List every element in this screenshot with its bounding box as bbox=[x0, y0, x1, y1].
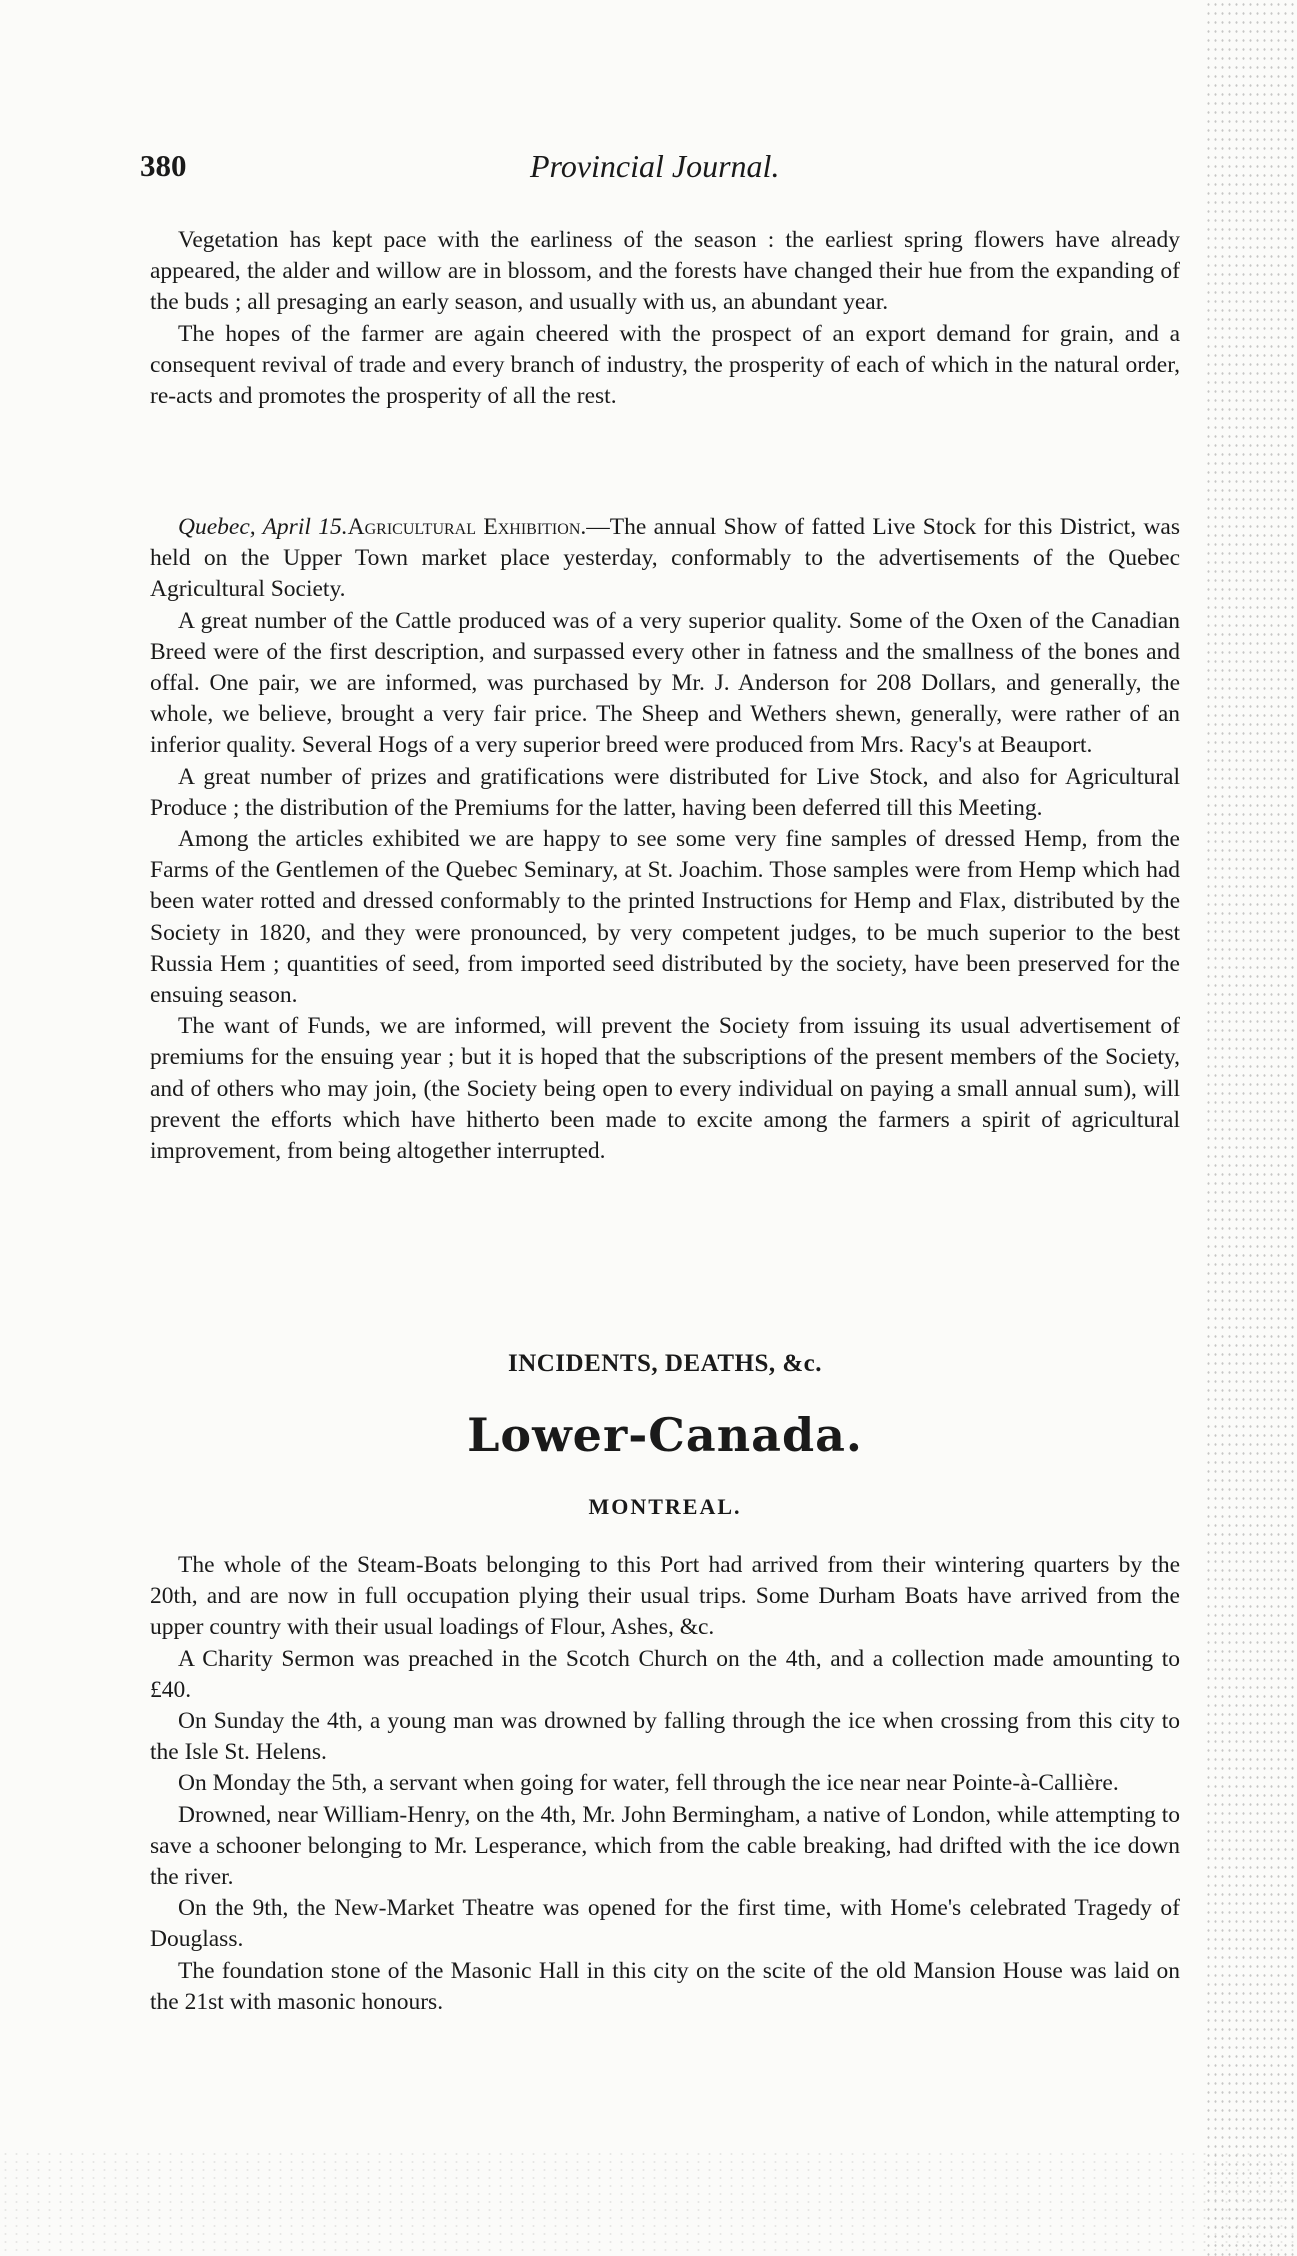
dateline: Quebec, April 15. bbox=[178, 514, 348, 540]
paragraph: The whole of the Steam-Boats belonging to this Port had arrived from their wintering quarters by the 20th, and are now in full occupation plying their usual trips. Some Durham Boats have arrived from the upper country with their usual loadings of Flour, Ashes, &c. bbox=[150, 1552, 1180, 1641]
incidents-heading: INCIDENTS, DEATHS, &c. bbox=[507, 1350, 823, 1377]
paragraph: On Sunday the 4th, a young man was drowned by falling through the ice when crossing from this city to the Isle St. Helens. bbox=[150, 1708, 1180, 1766]
running-title: Provincial Journal. bbox=[530, 148, 780, 184]
section-vegetation bbox=[150, 225, 1180, 412]
page-bottom-speckle bbox=[0, 2150, 1297, 2256]
lead-text: —The annual Show of fatted Live Stock for this District, was held on the Upper Town market place yesterday, conformably to the advertisements of the Quebec Agricultural Society. bbox=[150, 514, 1180, 603]
region-heading: Lower-Canada. bbox=[467, 1408, 863, 1462]
section-agricultural-exhibition bbox=[150, 512, 1180, 1167]
paragraph: A great number of prizes and gratifications were distributed for Live Stock, and also for Agricultural Produce ; the distribution of the Premiums for the latter, having been deferred till this Meeting. bbox=[150, 763, 1180, 821]
paragraph-lead bbox=[150, 512, 1180, 606]
paragraph: On the 9th, the New-Market Theatre was opened for the first time, with Home's celebrated Tragedy of Douglass. bbox=[150, 1895, 1180, 1953]
exhibition-heading: Agricultural Exhibition. bbox=[347, 514, 587, 540]
section-montreal-incidents bbox=[150, 1550, 1180, 2018]
paragraph: A great number of the Cattle produced was of a very superior quality. Some of the Oxen of the Canadian Breed were of the first description, and surpassed every other in fatness and the smallness of the bones and offal. One pair, we are informed, was purchased by Mr. J. Anderson for 208 Dollars, and generally, the whole, we believe, brought a very fair price. The Sheep and Wethers shewn, generally, were rather of an inferior quality. Several Hogs of a very superior breed were produced from Mrs. Racy's at Beauport. bbox=[150, 607, 1180, 759]
paragraph: Among the articles exhibited we are happy to see some very fine samples of dressed Hemp, from the Farms of the Gentlemen of the Quebec Seminary, at St. Joachim. Those samples were from Hemp which had been water rotted and dressed conformably to the printed Instructions for Hemp and Flax, distributed by the Society in 1820, and they were pronounced, by very competent judges, to be much superior to the best Russia Hem ; quantities of seed, from imported seed distributed by the society, have been preserved for the ensuing season. bbox=[150, 826, 1180, 1009]
page-number: 380 bbox=[140, 148, 187, 183]
page-edge-speckle bbox=[1205, 0, 1297, 2256]
paragraph: A Charity Sermon was preached in the Scotch Church on the 4th, and a collection made amounting to £40. bbox=[150, 1645, 1180, 1703]
paragraph: On Monday the 5th, a servant when going for water, fell through the ice near near Pointe-à-Callière. bbox=[178, 1770, 1119, 1797]
paragraph: Drowned, near William-Henry, on the 4th, Mr. John Bermingham, a native of London, while attempting to save a schooner belonging to Mr. Lesperance, which from the cable breaking, had drifted with the ice down the river. bbox=[150, 1801, 1180, 1891]
paragraph: The foundation stone of the Masonic Hall in this city on the scite of the old Mansion House was laid on the 21st with masonic honours. bbox=[150, 1957, 1180, 2015]
page-header bbox=[140, 148, 1180, 188]
paragraph: The want of Funds, we are informed, will prevent the Society from issuing its usual advertisement of premiums for the ensuing year ; but it is hoped that the subscriptions of the present members of the Society, and of others who may join, (the Society being open to every individual on paying a small annual sum), will prevent the efforts which have hitherto been made to excite among the farmers a spirit of agricultural improvement, from being altogether interrupted. bbox=[150, 1013, 1180, 1165]
paragraph: The hopes of the farmer are again cheered with the prospect of an export demand for grain, and a consequent revival of trade and every branch of industry, the prosperity of each of which in the natural order, re-acts and promotes the prosperity of all the rest. bbox=[150, 320, 1180, 410]
city-heading: MONTREAL. bbox=[588, 1494, 742, 1519]
paragraph: Vegetation has kept pace with the earliness of the season : the earliest spring flowers have already appeared, the alder and willow are in blossom, and the forests have changed their hue from the expanding of the buds ; all presaging an early season, and usually with us, an abundant year. bbox=[150, 227, 1180, 316]
